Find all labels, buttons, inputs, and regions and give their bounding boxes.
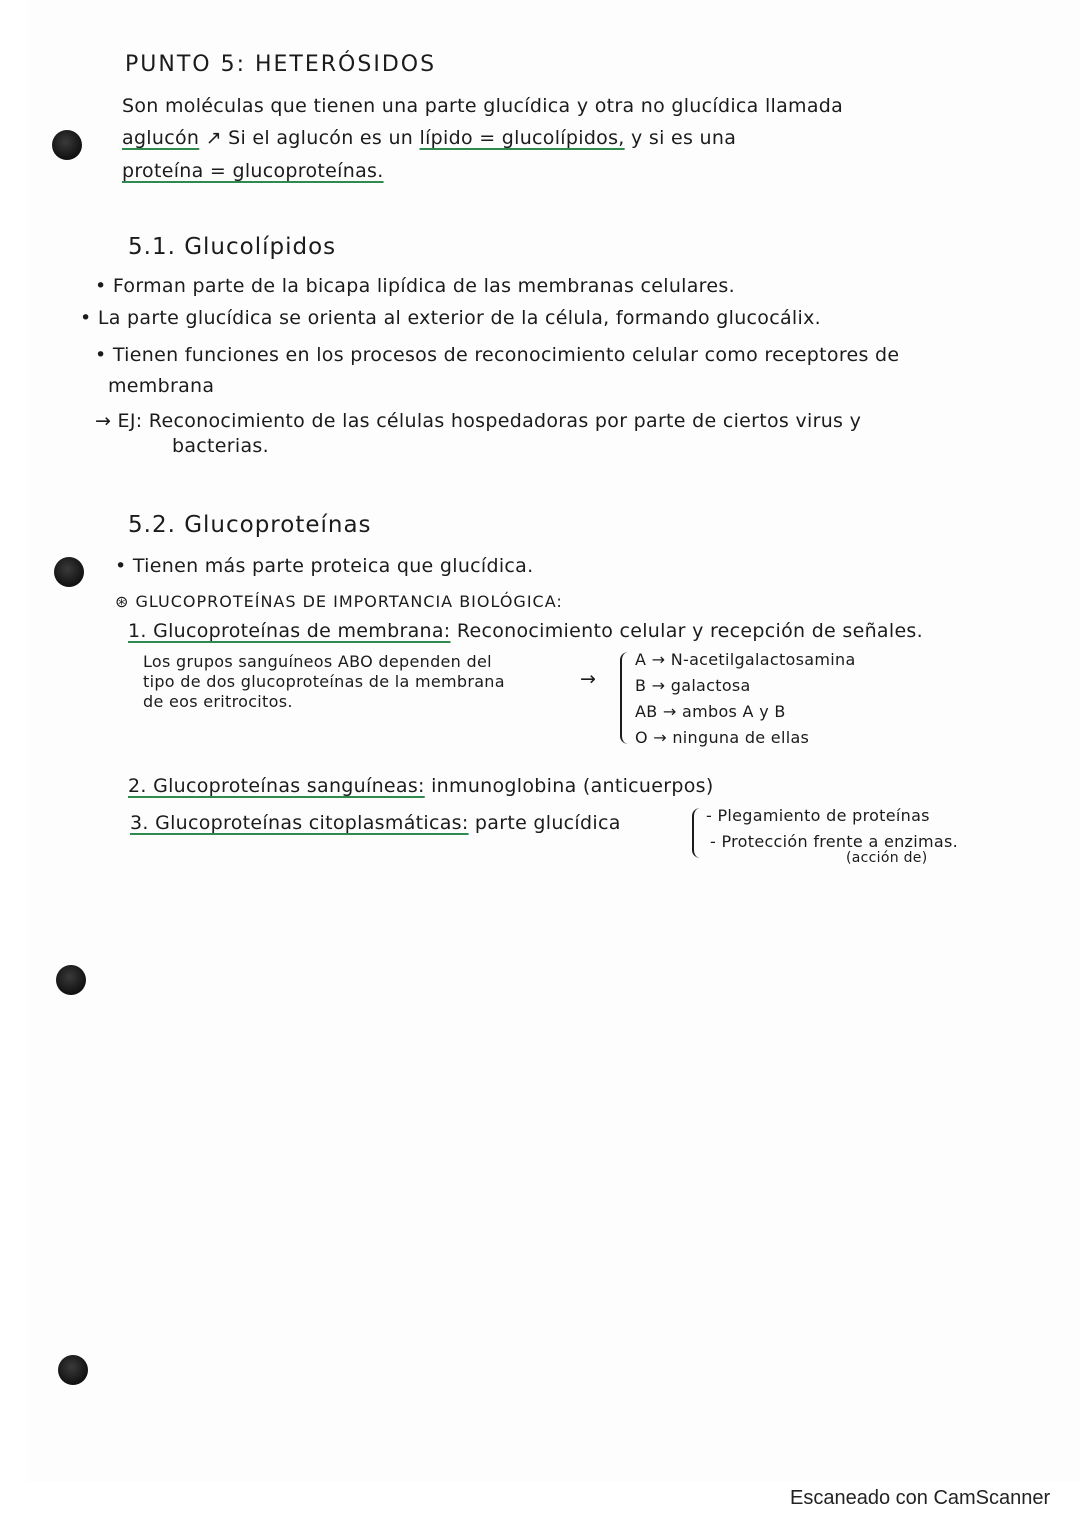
punch-hole bbox=[58, 1355, 88, 1385]
item-3-point-2: - Protección frente a enzimas. bbox=[710, 832, 958, 851]
brace-icon bbox=[692, 808, 702, 858]
page-title: PUNTO 5: HETERÓSIDOS bbox=[125, 52, 437, 77]
punch-hole bbox=[52, 130, 82, 160]
punch-hole bbox=[56, 965, 86, 995]
brace-icon bbox=[620, 652, 630, 744]
group-ab: AB → ambos A y B bbox=[635, 702, 786, 721]
group-b: B → galactosa bbox=[635, 676, 751, 695]
item-1-label: 1. Glucoproteínas de membrana: bbox=[128, 620, 451, 642]
abo-line-3: de eos eritrocitos. bbox=[143, 692, 293, 711]
item-2-label: 2. Glucoproteínas sanguíneas: bbox=[128, 775, 425, 797]
intro-text: y si es una bbox=[630, 127, 737, 149]
bullet-5-1-2: • La parte glucídica se orienta al exterior de la célula, formando glucocálix. bbox=[80, 307, 821, 329]
intro-line-3: proteína = glucoproteínas. bbox=[122, 160, 384, 182]
item-3-label: 3. Glucoproteínas citoplasmáticas: bbox=[130, 812, 469, 834]
item-3-point-2-note: (acción de) bbox=[846, 850, 928, 866]
section-heading-5-2: 5.2. Glucoproteínas bbox=[128, 512, 372, 538]
notebook-page bbox=[28, 0, 1080, 1482]
group-a: A → N-acetilgalactosamina bbox=[635, 650, 856, 669]
item-3-point-1: - Plegamiento de proteínas bbox=[706, 806, 930, 825]
intro-line-1: Son moléculas que tienen una parte glucídica y otra no glucídica llamada bbox=[122, 95, 844, 117]
arrow-icon: → bbox=[580, 668, 597, 690]
scanner-watermark: Escaneado con CamScanner bbox=[790, 1487, 1051, 1509]
intro-text: ↗ Si el aglucón es un bbox=[205, 127, 414, 149]
aglucon-term: aglucón bbox=[122, 127, 200, 149]
bullet-5-1-1: • Forman parte de la bicapa lipídica de las membranas celulares. bbox=[95, 275, 735, 297]
item-2 bbox=[128, 775, 714, 797]
bullet-5-1-3: • Tienen funciones en los procesos de reconocimiento celular como receptores de bbox=[95, 344, 900, 366]
item-3 bbox=[130, 812, 621, 834]
item-3-text: parte glucídica bbox=[474, 812, 621, 834]
item-1 bbox=[128, 620, 923, 642]
punch-hole bbox=[54, 557, 84, 587]
abo-line-1: Los grupos sanguíneos ABO dependen del bbox=[143, 652, 492, 671]
bullet-5-2-1: • Tienen más parte proteica que glucídica. bbox=[115, 555, 534, 577]
item-2-text: inmunoglobina (anticuerpos) bbox=[431, 775, 714, 797]
example-line-2: bacterias. bbox=[172, 435, 269, 457]
example-line-1: → EJ: Reconocimiento de las células hospedadoras por parte de ciertos virus y bbox=[95, 410, 862, 432]
item-1-text: Reconocimiento celular y recepción de señales. bbox=[456, 620, 923, 642]
intro-line-2 bbox=[122, 127, 736, 149]
glucolipidos-term: lípido = glucolípidos, bbox=[419, 127, 625, 149]
bullet-5-1-3-cont: membrana bbox=[108, 375, 215, 397]
importance-heading: ⊛ GLUCOPROTEÍNAS DE IMPORTANCIA BIOLÓGICA: bbox=[115, 592, 563, 611]
group-o: O → ninguna de ellas bbox=[635, 728, 810, 747]
abo-line-2: tipo de dos glucoproteínas de la membrana bbox=[143, 672, 505, 691]
section-heading-5-1: 5.1. Glucolípidos bbox=[128, 234, 337, 260]
